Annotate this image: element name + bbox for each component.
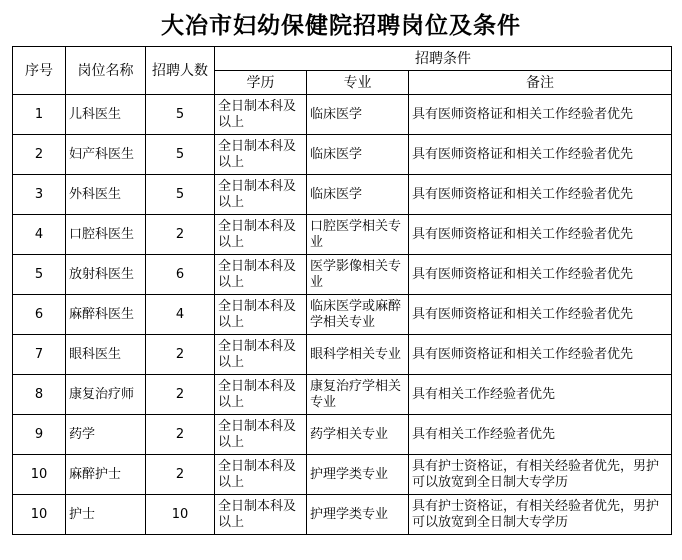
cell-remarks: 具有护士资格证，有相关经验者优先，男护可以放宽到全日制大专学历 [409, 495, 672, 535]
table-row [13, 455, 672, 495]
header-seq: 序号 [13, 47, 66, 95]
cell-position: 儿科医生 [66, 95, 146, 135]
cell-major: 眼科学相关专业 [307, 335, 409, 375]
table-row [13, 415, 672, 455]
cell-count: 5 [146, 175, 215, 215]
cell-remarks: 具有相关工作经验者优先 [409, 415, 672, 455]
cell-major: 临床医学 [307, 95, 409, 135]
cell-count: 2 [146, 415, 215, 455]
cell-position: 放射科医生 [66, 255, 146, 295]
cell-position: 药学 [66, 415, 146, 455]
cell-remarks: 具有相关工作经验者优先 [409, 375, 672, 415]
cell-education: 全日制本科及以上 [215, 135, 307, 175]
cell-remarks: 具有护士资格证，有相关经验者优先，男护可以放宽到全日制大专学历 [409, 455, 672, 495]
cell-position: 妇产科医生 [66, 135, 146, 175]
cell-seq: 2 [13, 135, 66, 175]
table-row [13, 215, 672, 255]
cell-position: 麻醉护士 [66, 455, 146, 495]
cell-major: 药学相关专业 [307, 415, 409, 455]
cell-count: 2 [146, 375, 215, 415]
cell-seq: 1 [13, 95, 66, 135]
cell-position: 康复治疗师 [66, 375, 146, 415]
cell-remarks: 具有医师资格证和相关工作经验者优先 [409, 255, 672, 295]
cell-count: 10 [146, 495, 215, 535]
cell-seq: 10 [13, 455, 66, 495]
table-row [13, 135, 672, 175]
cell-count: 2 [146, 215, 215, 255]
cell-seq: 4 [13, 215, 66, 255]
cell-major: 临床医学或麻醉学相关专业 [307, 295, 409, 335]
cell-education: 全日制本科及以上 [215, 295, 307, 335]
cell-remarks: 具有医师资格证和相关工作经验者优先 [409, 95, 672, 135]
cell-major: 医学影像相关专业 [307, 255, 409, 295]
cell-remarks: 具有医师资格证和相关工作经验者优先 [409, 175, 672, 215]
cell-seq: 3 [13, 175, 66, 215]
cell-major: 口腔医学相关专业 [307, 215, 409, 255]
cell-education: 全日制本科及以上 [215, 95, 307, 135]
cell-education: 全日制本科及以上 [215, 415, 307, 455]
table-row [13, 295, 672, 335]
cell-seq: 8 [13, 375, 66, 415]
table-row [13, 375, 672, 415]
cell-position: 麻醉科医生 [66, 295, 146, 335]
cell-count: 5 [146, 135, 215, 175]
header-count: 招聘人数 [146, 47, 215, 95]
recruitment-table [12, 46, 672, 535]
cell-major: 康复治疗学相关专业 [307, 375, 409, 415]
header-position: 岗位名称 [66, 47, 146, 95]
cell-remarks: 具有医师资格证和相关工作经验者优先 [409, 295, 672, 335]
cell-seq: 7 [13, 335, 66, 375]
cell-count: 2 [146, 455, 215, 495]
table-row [13, 255, 672, 295]
cell-seq: 6 [13, 295, 66, 335]
cell-education: 全日制本科及以上 [215, 255, 307, 295]
cell-count: 6 [146, 255, 215, 295]
cell-education: 全日制本科及以上 [215, 175, 307, 215]
cell-education: 全日制本科及以上 [215, 455, 307, 495]
cell-position: 口腔科医生 [66, 215, 146, 255]
cell-position: 外科医生 [66, 175, 146, 215]
cell-education: 全日制本科及以上 [215, 215, 307, 255]
table-row [13, 335, 672, 375]
cell-major: 临床医学 [307, 135, 409, 175]
cell-seq: 9 [13, 415, 66, 455]
cell-remarks: 具有医师资格证和相关工作经验者优先 [409, 135, 672, 175]
cell-remarks: 具有医师资格证和相关工作经验者优先 [409, 335, 672, 375]
table-row [13, 495, 672, 535]
cell-seq: 5 [13, 255, 66, 295]
header-major: 专业 [307, 71, 409, 95]
cell-count: 5 [146, 95, 215, 135]
header-education: 学历 [215, 71, 307, 95]
cell-position: 护士 [66, 495, 146, 535]
cell-major: 临床医学 [307, 175, 409, 215]
cell-count: 2 [146, 335, 215, 375]
cell-major: 护理学类专业 [307, 495, 409, 535]
cell-count: 4 [146, 295, 215, 335]
cell-major: 护理学类专业 [307, 455, 409, 495]
table-row [13, 95, 672, 135]
table-row [13, 175, 672, 215]
header-conditions: 招聘条件 [215, 47, 672, 71]
header-remarks: 备注 [409, 71, 672, 95]
cell-education: 全日制本科及以上 [215, 375, 307, 415]
cell-position: 眼科医生 [66, 335, 146, 375]
header-row-1 [13, 47, 672, 71]
cell-remarks: 具有医师资格证和相关工作经验者优先 [409, 215, 672, 255]
document-title: 大冶市妇幼保健院招聘岗位及条件 [161, 12, 521, 39]
cell-education: 全日制本科及以上 [215, 335, 307, 375]
cell-education: 全日制本科及以上 [215, 495, 307, 535]
cell-seq: 10 [13, 495, 66, 535]
